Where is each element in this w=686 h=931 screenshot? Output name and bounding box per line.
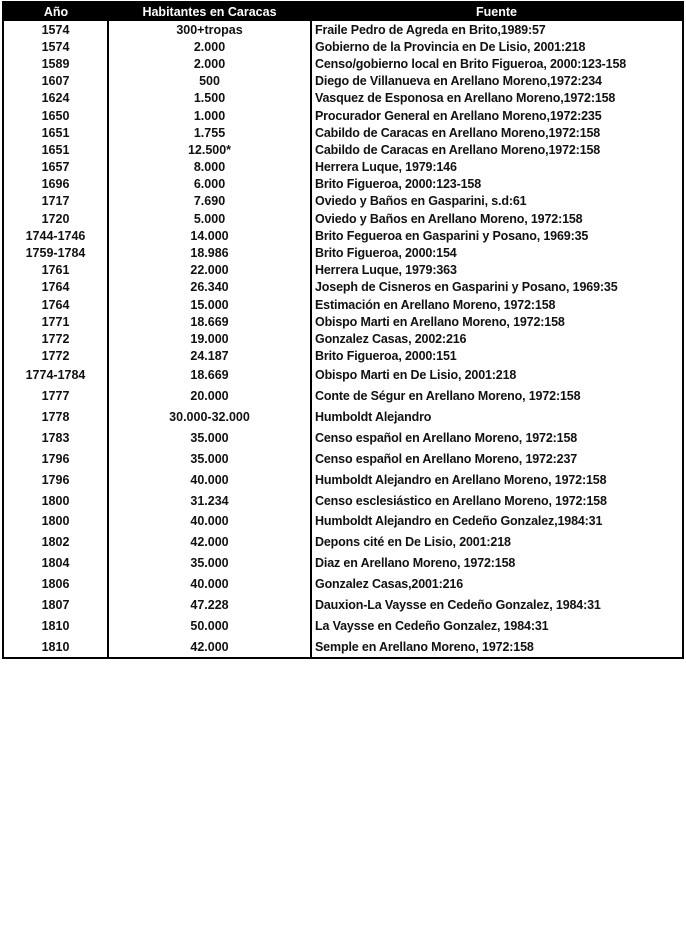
inhabitants-cell: 500	[108, 73, 311, 90]
table-row	[3, 159, 683, 176]
year-cell: 1696	[3, 176, 108, 193]
inhabitants-cell: 2.000	[108, 55, 311, 72]
table-row	[3, 73, 683, 90]
table-row	[3, 227, 683, 244]
year-cell: 1651	[3, 124, 108, 141]
population-table	[2, 1, 684, 659]
table-row	[3, 348, 683, 365]
table-row	[3, 141, 683, 158]
table-row	[3, 55, 683, 72]
year-cell: 1774-1784	[3, 365, 108, 386]
year-cell: 1783	[3, 427, 108, 448]
inhabitants-cell: 8.000	[108, 159, 311, 176]
source-cell: Censo español en Arellano Moreno, 1972:237	[315, 451, 578, 466]
source-cell: Humboldt Alejandro en Arellano Moreno, 1972:158	[315, 472, 607, 487]
inhabitants-cell: 18.669	[108, 365, 311, 386]
year-cell: 1651	[3, 141, 108, 158]
table-row	[3, 330, 683, 347]
inhabitants-cell: 12.500*	[108, 141, 311, 158]
year-cell: 1650	[3, 107, 108, 124]
source-cell: Obispo Marti en De Lisio, 2001:218	[315, 368, 517, 383]
table-row	[3, 469, 683, 490]
table-row	[3, 279, 683, 296]
table-row	[3, 574, 683, 595]
year-cell: 1720	[3, 210, 108, 227]
year-cell: 1657	[3, 159, 108, 176]
inhabitants-cell: 5.000	[108, 210, 311, 227]
inhabitants-cell: 14.000	[108, 227, 311, 244]
inhabitants-cell: 22.000	[108, 262, 311, 279]
table-row	[3, 193, 683, 210]
header-source: Fuente	[311, 2, 683, 21]
year-cell: 1777	[3, 386, 108, 407]
inhabitants-cell: 1.500	[108, 90, 311, 107]
source-cell: Oviedo y Baños en Arellano Moreno, 1972:158	[315, 211, 583, 226]
source-cell: Herrera Luque, 1979:146	[315, 160, 457, 175]
inhabitants-cell: 40.000	[108, 511, 311, 532]
inhabitants-cell: 30.000-32.000	[108, 407, 311, 428]
year-cell: 1778	[3, 407, 108, 428]
inhabitants-cell: 1.000	[108, 107, 311, 124]
year-cell: 1744-1746	[3, 227, 108, 244]
year-cell: 1796	[3, 448, 108, 469]
source-cell: Censo español en Arellano Moreno, 1972:158	[315, 430, 578, 445]
table-row	[3, 296, 683, 313]
inhabitants-cell: 35.000	[108, 553, 311, 574]
inhabitants-cell: 26.340	[108, 279, 311, 296]
year-cell: 1574	[3, 21, 108, 38]
table-row	[3, 532, 683, 553]
table-row	[3, 615, 683, 636]
inhabitants-cell: 15.000	[108, 296, 311, 313]
table-row	[3, 176, 683, 193]
year-cell: 1761	[3, 262, 108, 279]
source-cell: Oviedo y Baños en Gasparini, s.d:61	[315, 194, 527, 209]
table-row	[3, 407, 683, 428]
source-cell: Censo esclesiástico en Arellano Moreno, 1972:158	[315, 493, 607, 508]
inhabitants-cell: 35.000	[108, 427, 311, 448]
source-cell: Joseph de Cisneros en Gasparini y Posano, 1969:35	[315, 280, 618, 295]
table-row	[3, 38, 683, 55]
inhabitants-cell: 42.000	[108, 532, 311, 553]
source-cell: Censo/gobierno local en Brito Figueroa, 2000:123-158	[315, 56, 627, 71]
year-cell: 1804	[3, 553, 108, 574]
table-row	[3, 107, 683, 124]
year-cell: 1574	[3, 38, 108, 55]
year-cell: 1796	[3, 469, 108, 490]
table-row	[3, 262, 683, 279]
table-row	[3, 90, 683, 107]
table-row	[3, 124, 683, 141]
header-year: Año	[3, 2, 108, 21]
inhabitants-cell: 31.234	[108, 490, 311, 511]
table-row	[3, 553, 683, 574]
year-cell: 1807	[3, 595, 108, 616]
source-cell: Cabildo de Caracas en Arellano Moreno,1972:158	[315, 142, 601, 157]
year-cell: 1759-1784	[3, 244, 108, 261]
table-row	[3, 427, 683, 448]
inhabitants-cell: 1.755	[108, 124, 311, 141]
year-cell: 1607	[3, 73, 108, 90]
table-row	[3, 490, 683, 511]
year-cell: 1771	[3, 313, 108, 330]
source-cell: Brito Figueroa, 2000:123-158	[315, 177, 482, 192]
table-row	[3, 386, 683, 407]
source-cell: Fraile Pedro de Agreda en Brito,1989:57	[315, 22, 546, 37]
inhabitants-cell: 300+tropas	[108, 21, 311, 38]
header-row	[3, 2, 683, 21]
table-row	[3, 313, 683, 330]
inhabitants-cell: 20.000	[108, 386, 311, 407]
source-cell: Diaz en Arellano Moreno, 1972:158	[315, 556, 516, 571]
source-cell: Vasquez de Esponosa en Arellano Moreno,1972:158	[315, 91, 616, 106]
inhabitants-cell: 35.000	[108, 448, 311, 469]
source-cell: Brito Figueroa, 2000:151	[315, 349, 457, 364]
source-cell: Dauxion-La Vaysse en Cedeño Gonzalez, 1984:31	[315, 597, 601, 612]
inhabitants-cell: 7.690	[108, 193, 311, 210]
source-cell: Cabildo de Caracas en Arellano Moreno,1972:158	[315, 125, 601, 140]
source-cell: La Vaysse en Cedeño Gonzalez, 1984:31	[315, 618, 549, 633]
table-row	[3, 244, 683, 261]
table-row	[3, 21, 683, 38]
inhabitants-cell: 47.228	[108, 595, 311, 616]
source-cell: Gonzalez Casas,2001:216	[315, 577, 464, 592]
year-cell: 1764	[3, 279, 108, 296]
year-cell: 1772	[3, 348, 108, 365]
inhabitants-cell: 6.000	[108, 176, 311, 193]
inhabitants-cell: 24.187	[108, 348, 311, 365]
source-cell: Brito Fegueroa en Gasparini y Posano, 1969:35	[315, 228, 589, 243]
inhabitants-cell: 18.986	[108, 244, 311, 261]
source-cell: Semple en Arellano Moreno, 1972:158	[315, 639, 534, 654]
year-cell: 1800	[3, 511, 108, 532]
table-body	[3, 21, 683, 658]
inhabitants-cell: 2.000	[108, 38, 311, 55]
year-cell: 1764	[3, 296, 108, 313]
year-cell: 1772	[3, 330, 108, 347]
source-cell: Herrera Luque, 1979:363	[315, 263, 457, 278]
table-row	[3, 636, 683, 658]
header-inhabitants: Habitantes en Caracas	[108, 2, 311, 21]
inhabitants-cell: 42.000	[108, 636, 311, 658]
table-row	[3, 210, 683, 227]
inhabitants-cell: 40.000	[108, 574, 311, 595]
source-cell: Procurador General en Arellano Moreno,1972:235	[315, 108, 602, 123]
year-cell: 1810	[3, 615, 108, 636]
source-cell: Brito Figueroa, 2000:154	[315, 246, 457, 261]
table-row	[3, 511, 683, 532]
source-cell: Diego de Villanueva en Arellano Moreno,1972:234	[315, 74, 602, 89]
table-row	[3, 595, 683, 616]
source-cell: Depons cité en De Lisio, 2001:218	[315, 535, 511, 550]
year-cell: 1717	[3, 193, 108, 210]
table-row	[3, 365, 683, 386]
year-cell: 1806	[3, 574, 108, 595]
year-cell: 1810	[3, 636, 108, 658]
source-cell: Conte de Ségur en Arellano Moreno, 1972:158	[315, 389, 581, 404]
inhabitants-cell: 18.669	[108, 313, 311, 330]
inhabitants-cell: 50.000	[108, 615, 311, 636]
source-cell: Gobierno de la Provincia en De Lisio, 2001:218	[315, 39, 586, 54]
source-cell: Estimación en Arellano Moreno, 1972:158	[315, 297, 556, 312]
year-cell: 1802	[3, 532, 108, 553]
year-cell: 1800	[3, 490, 108, 511]
source-cell: Humboldt Alejandro en Cedeño Gonzalez,1984:31	[315, 514, 603, 529]
year-cell: 1624	[3, 90, 108, 107]
source-cell: Humboldt Alejandro	[315, 409, 432, 424]
year-cell: 1589	[3, 55, 108, 72]
inhabitants-cell: 40.000	[108, 469, 311, 490]
inhabitants-cell: 19.000	[108, 330, 311, 347]
table-row	[3, 448, 683, 469]
source-cell: Gonzalez Casas, 2002:216	[315, 331, 467, 346]
source-cell: Obispo Marti en Arellano Moreno, 1972:158	[315, 314, 565, 329]
